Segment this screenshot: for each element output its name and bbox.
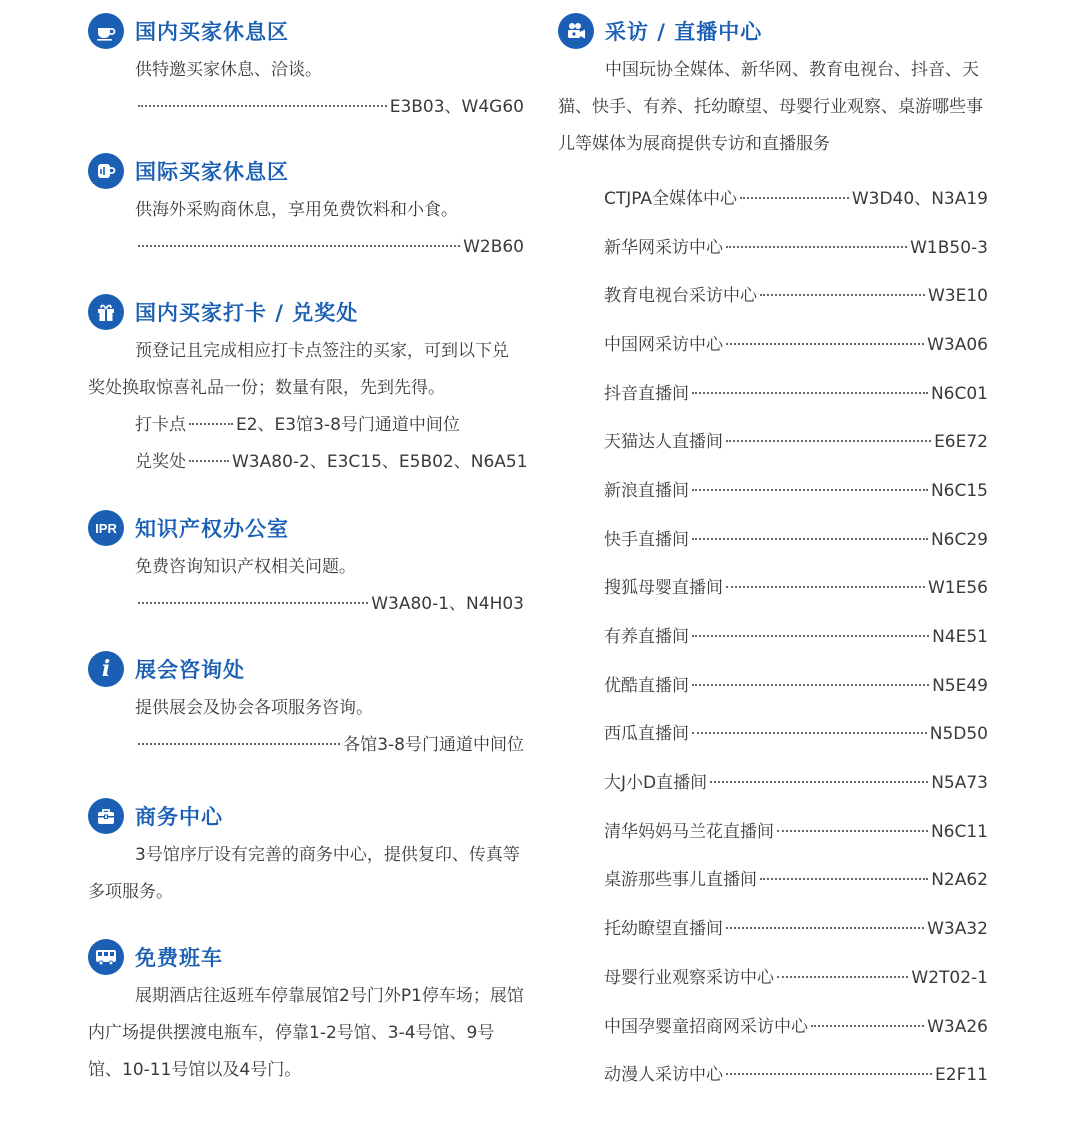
dot-leader bbox=[692, 538, 928, 540]
section-title: 商务中心 bbox=[135, 805, 223, 829]
section-title: 采访 / 直播中心 bbox=[605, 20, 763, 44]
dot-leader bbox=[726, 343, 924, 345]
dot-leader bbox=[138, 743, 340, 745]
list-item bbox=[604, 370, 988, 419]
media-location: E2F11 bbox=[935, 1065, 988, 1086]
dot-leader bbox=[189, 423, 233, 425]
media-name: 优酷直播间 bbox=[604, 675, 689, 696]
media-name: 中国网采访中心 bbox=[604, 334, 723, 355]
section-description: 供特邀买家休息、洽谈。 bbox=[135, 60, 322, 80]
dot-leader bbox=[760, 878, 928, 880]
interview-live-center-section bbox=[558, 13, 998, 163]
dot-leader bbox=[726, 586, 925, 588]
section-title: 国内买家休息区 bbox=[135, 20, 289, 44]
list-item bbox=[604, 1003, 988, 1052]
media-name: 中国孕婴童招商网采访中心 bbox=[604, 1016, 808, 1037]
list-item bbox=[604, 418, 988, 467]
media-location: W3A06 bbox=[927, 334, 988, 355]
dot-leader bbox=[760, 294, 925, 296]
redeem-line bbox=[88, 444, 528, 481]
media-name: 西瓜直播间 bbox=[604, 724, 689, 745]
media-location: N6C01 bbox=[930, 383, 988, 404]
section-header bbox=[88, 651, 524, 687]
list-item bbox=[604, 467, 988, 516]
section-header bbox=[88, 13, 524, 49]
dot-leader bbox=[138, 602, 368, 604]
ipr-icon-text: IPR bbox=[95, 520, 117, 536]
dot-leader bbox=[726, 1073, 932, 1075]
section-title: 免费班车 bbox=[135, 946, 223, 970]
media-location: W3D40、N3A19 bbox=[851, 188, 988, 209]
list-item bbox=[604, 808, 988, 857]
section-description: 中国玩协全媒体、新华网、教育电视台、抖音、天猫、快手、有养、托幼瞭望、母婴行业观察、桌游哪些事儿等媒体为展商提供专访和直播服务 bbox=[558, 60, 983, 154]
list-item bbox=[604, 662, 988, 711]
location-line bbox=[88, 229, 524, 266]
coffee-cup-icon bbox=[88, 13, 124, 49]
dot-leader bbox=[726, 440, 931, 442]
gift-icon bbox=[88, 294, 124, 330]
list-item bbox=[604, 613, 988, 662]
section-description: 展期酒店往返班车停靠展馆2号门外P1停车场；展馆内广场提供摆渡电瓶车，停靠1-2号馆、3-4号馆、9号馆、10-11号馆以及4号门。 bbox=[88, 986, 524, 1080]
redeem-value: W3A80-2、E3C15、E5B02、N6A51 bbox=[232, 452, 528, 472]
redeem-label: 兑奖处 bbox=[135, 452, 186, 472]
list-item bbox=[604, 711, 988, 760]
media-location: N6C11 bbox=[930, 821, 988, 842]
media-location: W3E10 bbox=[928, 286, 988, 307]
list-item bbox=[604, 321, 988, 370]
section-title: 展会咨询处 bbox=[135, 658, 245, 682]
list-item bbox=[604, 857, 988, 906]
media-name: CTJPA全媒体中心 bbox=[604, 188, 738, 209]
section-title: 国际买家休息区 bbox=[135, 160, 289, 184]
media-location: N5A73 bbox=[931, 773, 988, 794]
briefcase-icon bbox=[88, 798, 124, 834]
dot-leader bbox=[777, 830, 928, 832]
media-location: N5E49 bbox=[932, 675, 988, 696]
section-title: 国内买家打卡 / 兑奖处 bbox=[135, 301, 359, 325]
media-location: N6C29 bbox=[930, 529, 988, 550]
location-line bbox=[88, 727, 524, 764]
location-value: 各馆3-8号门通道中间位 bbox=[343, 735, 524, 755]
business-center-section bbox=[88, 798, 524, 911]
list-item bbox=[604, 224, 988, 273]
media-center-list bbox=[604, 175, 988, 1100]
buyer-checkin-redeem-section bbox=[88, 294, 528, 481]
dot-leader bbox=[692, 732, 927, 734]
media-name: 桌游那些事儿直播间 bbox=[604, 870, 757, 891]
section-header bbox=[558, 13, 998, 49]
media-location: W3A26 bbox=[927, 1016, 988, 1037]
section-description: 预登记且完成相应打卡点签注的买家，可到以下兑奖处换取惊喜礼品一份；数量有限，先到先得。 bbox=[88, 341, 509, 398]
dot-leader bbox=[710, 781, 928, 783]
media-location: W2T02-1 bbox=[911, 967, 988, 988]
list-item bbox=[604, 1051, 988, 1100]
location-value: W3A80-1、N4H03 bbox=[371, 594, 524, 614]
dot-leader bbox=[692, 489, 928, 491]
media-name: 教育电视台采访中心 bbox=[604, 286, 757, 307]
media-name: 有养直播间 bbox=[604, 627, 689, 648]
dot-leader bbox=[726, 246, 907, 248]
dot-leader bbox=[726, 927, 924, 929]
section-header bbox=[88, 510, 524, 546]
list-item bbox=[604, 565, 988, 614]
media-name: 母婴行业观察采访中心 bbox=[604, 967, 774, 988]
list-item bbox=[604, 272, 988, 321]
section-description: 免费咨询知识产权相关问题。 bbox=[135, 557, 356, 577]
media-location: N5D50 bbox=[929, 724, 988, 745]
media-location: W3A32 bbox=[927, 919, 988, 940]
media-location: N6C15 bbox=[930, 480, 988, 501]
ipr-office-section bbox=[88, 510, 524, 623]
expo-info-desk-section bbox=[88, 651, 524, 764]
media-name: 清华妈妈马兰花直播间 bbox=[604, 821, 774, 842]
list-item bbox=[604, 954, 988, 1003]
section-header bbox=[88, 294, 524, 330]
drink-mug-icon bbox=[88, 153, 124, 189]
media-name: 动漫人采访中心 bbox=[604, 1065, 723, 1086]
location-line bbox=[88, 586, 524, 623]
checkin-value: E2、E3馆3-8号门通道中间位 bbox=[236, 415, 460, 435]
media-location: E6E72 bbox=[934, 432, 988, 453]
free-shuttle-section bbox=[88, 939, 524, 1089]
media-name: 搜狐母婴直播间 bbox=[604, 578, 723, 599]
media-name: 新华网采访中心 bbox=[604, 237, 723, 258]
dot-leader bbox=[138, 245, 460, 247]
media-location: N2A62 bbox=[931, 870, 988, 891]
media-location: W1B50-3 bbox=[910, 237, 988, 258]
camera-icon bbox=[558, 13, 594, 49]
domestic-buyer-lounge-section bbox=[88, 13, 524, 126]
checkin-label: 打卡点 bbox=[135, 415, 186, 435]
section-header bbox=[88, 153, 524, 189]
media-name: 天猫达人直播间 bbox=[604, 432, 723, 453]
list-item bbox=[604, 175, 988, 224]
media-location: W1E56 bbox=[928, 578, 988, 599]
dot-leader bbox=[138, 105, 387, 107]
dot-leader bbox=[189, 460, 229, 462]
location-value: E3B03、W4G60 bbox=[389, 97, 524, 117]
section-description: 供海外采购商休息，享用免费饮料和小食。 bbox=[135, 200, 458, 220]
dot-leader bbox=[740, 197, 849, 199]
media-name: 快手直播间 bbox=[604, 529, 689, 550]
bus-icon bbox=[88, 939, 124, 975]
dot-leader bbox=[692, 635, 929, 637]
dot-leader bbox=[692, 392, 928, 394]
checkin-line bbox=[88, 407, 525, 444]
section-description: 提供展会及协会各项服务咨询。 bbox=[135, 698, 373, 718]
dot-leader bbox=[811, 1025, 924, 1027]
media-name: 新浪直播间 bbox=[604, 480, 689, 501]
list-item bbox=[604, 516, 988, 565]
section-header bbox=[88, 798, 524, 834]
list-item bbox=[604, 759, 988, 808]
list-item bbox=[604, 905, 988, 954]
international-buyer-lounge-section bbox=[88, 153, 524, 266]
ipr-icon bbox=[88, 510, 124, 546]
media-name: 抖音直播间 bbox=[604, 383, 689, 404]
dot-leader bbox=[777, 976, 908, 978]
media-name: 大J小D直播间 bbox=[604, 773, 708, 794]
media-name: 托幼瞭望直播间 bbox=[604, 919, 723, 940]
section-title: 知识产权办公室 bbox=[135, 517, 289, 541]
media-location: N4E51 bbox=[932, 627, 988, 648]
location-line bbox=[88, 89, 524, 126]
info-icon-text: i bbox=[101, 656, 111, 682]
dot-leader bbox=[692, 684, 929, 686]
section-description: 3号馆序厅设有完善的商务中心，提供复印、传真等多项服务。 bbox=[88, 845, 520, 902]
location-value: W2B60 bbox=[463, 237, 524, 257]
info-icon bbox=[88, 651, 124, 687]
section-header bbox=[88, 939, 524, 975]
